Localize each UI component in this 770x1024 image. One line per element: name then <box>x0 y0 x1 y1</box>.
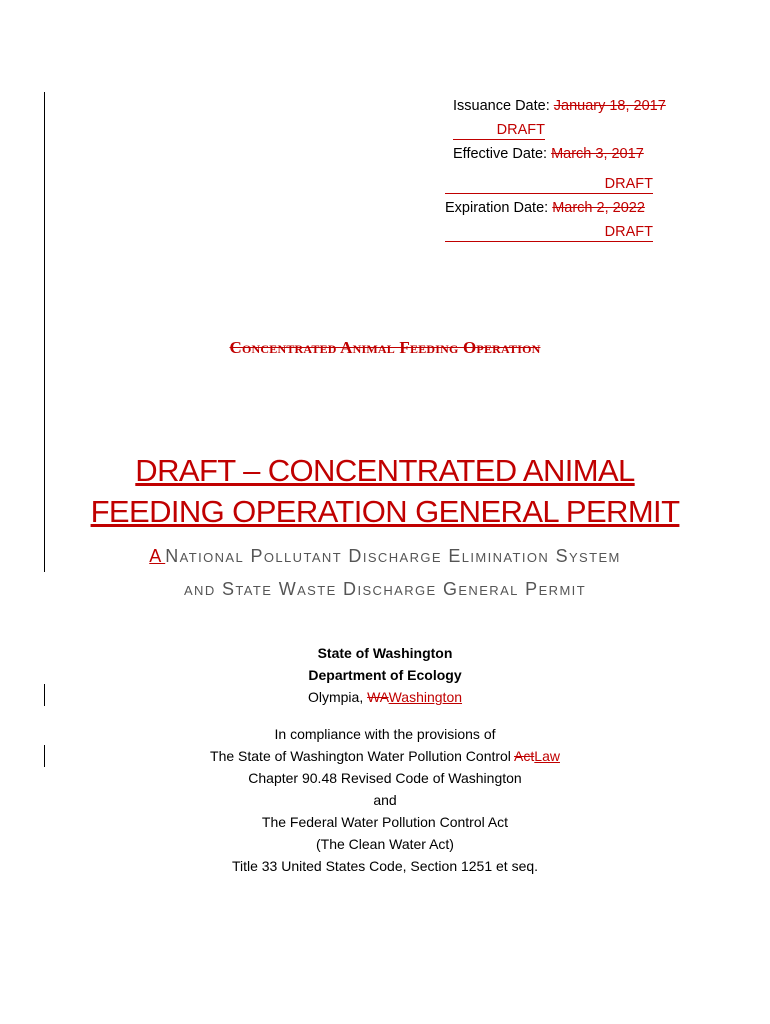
compliance-title33: Title 33 United States Code, Section 1251 et seq. <box>231 858 539 874</box>
issuance-date-deleted: January 18, 2017 <box>553 98 666 114</box>
compliance-chapter: Chapter 90.48 Revised Code of Washington <box>248 770 522 786</box>
agency-city: Olympia, WAWashington <box>307 689 463 705</box>
permit-title <box>0 450 770 532</box>
agency-block <box>0 642 770 708</box>
old-title-deleted: Concentrated Animal Feeding Operation <box>229 338 541 357</box>
permit-title-line1: DRAFT – CONCENTRATED ANIMAL <box>135 453 635 488</box>
subtitle-inserted: A <box>149 546 166 566</box>
effective-date-new: DRAFT <box>445 175 653 194</box>
permit-title-line2: FEEDING OPERATION GENERAL PERMIT <box>90 494 680 529</box>
expiration-date-new: DRAFT <box>445 223 653 242</box>
issuance-date: Issuance Date: January 18, 2017 <box>453 98 666 114</box>
act-deleted: Act <box>514 748 535 764</box>
compliance-and: and <box>373 792 397 808</box>
subtitle-line1: National Pollutant Discharge Elimination System <box>165 546 621 566</box>
permit-subtitle <box>0 540 770 606</box>
effective-date: Effective Date: March 3, 2017 <box>453 146 644 162</box>
act-inserted: Law <box>534 748 560 764</box>
agency-department: Department of Ecology <box>308 667 462 683</box>
dates-block <box>445 94 665 244</box>
expiration-date-deleted: March 2, 2022 <box>552 200 645 216</box>
subtitle-line2: and State Waste Discharge General Permit <box>183 579 587 599</box>
compliance-clean-water: (The Clean Water Act) <box>316 836 454 852</box>
city-deleted: WA <box>367 689 389 705</box>
agency-state: State of Washington <box>317 645 453 661</box>
city-inserted: Washington <box>388 689 463 705</box>
effective-date-deleted: March 3, 2017 <box>551 146 644 162</box>
compliance-act: The State of Washington Water Pollution Control ActLaw <box>210 748 560 764</box>
issuance-date-new: DRAFT <box>453 121 545 140</box>
compliance-block <box>0 723 770 877</box>
compliance-intro: In compliance with the provisions of <box>274 726 496 742</box>
expiration-date: Expiration Date: March 2, 2022 <box>445 200 645 216</box>
compliance-federal-act: The Federal Water Pollution Control Act <box>261 814 509 830</box>
